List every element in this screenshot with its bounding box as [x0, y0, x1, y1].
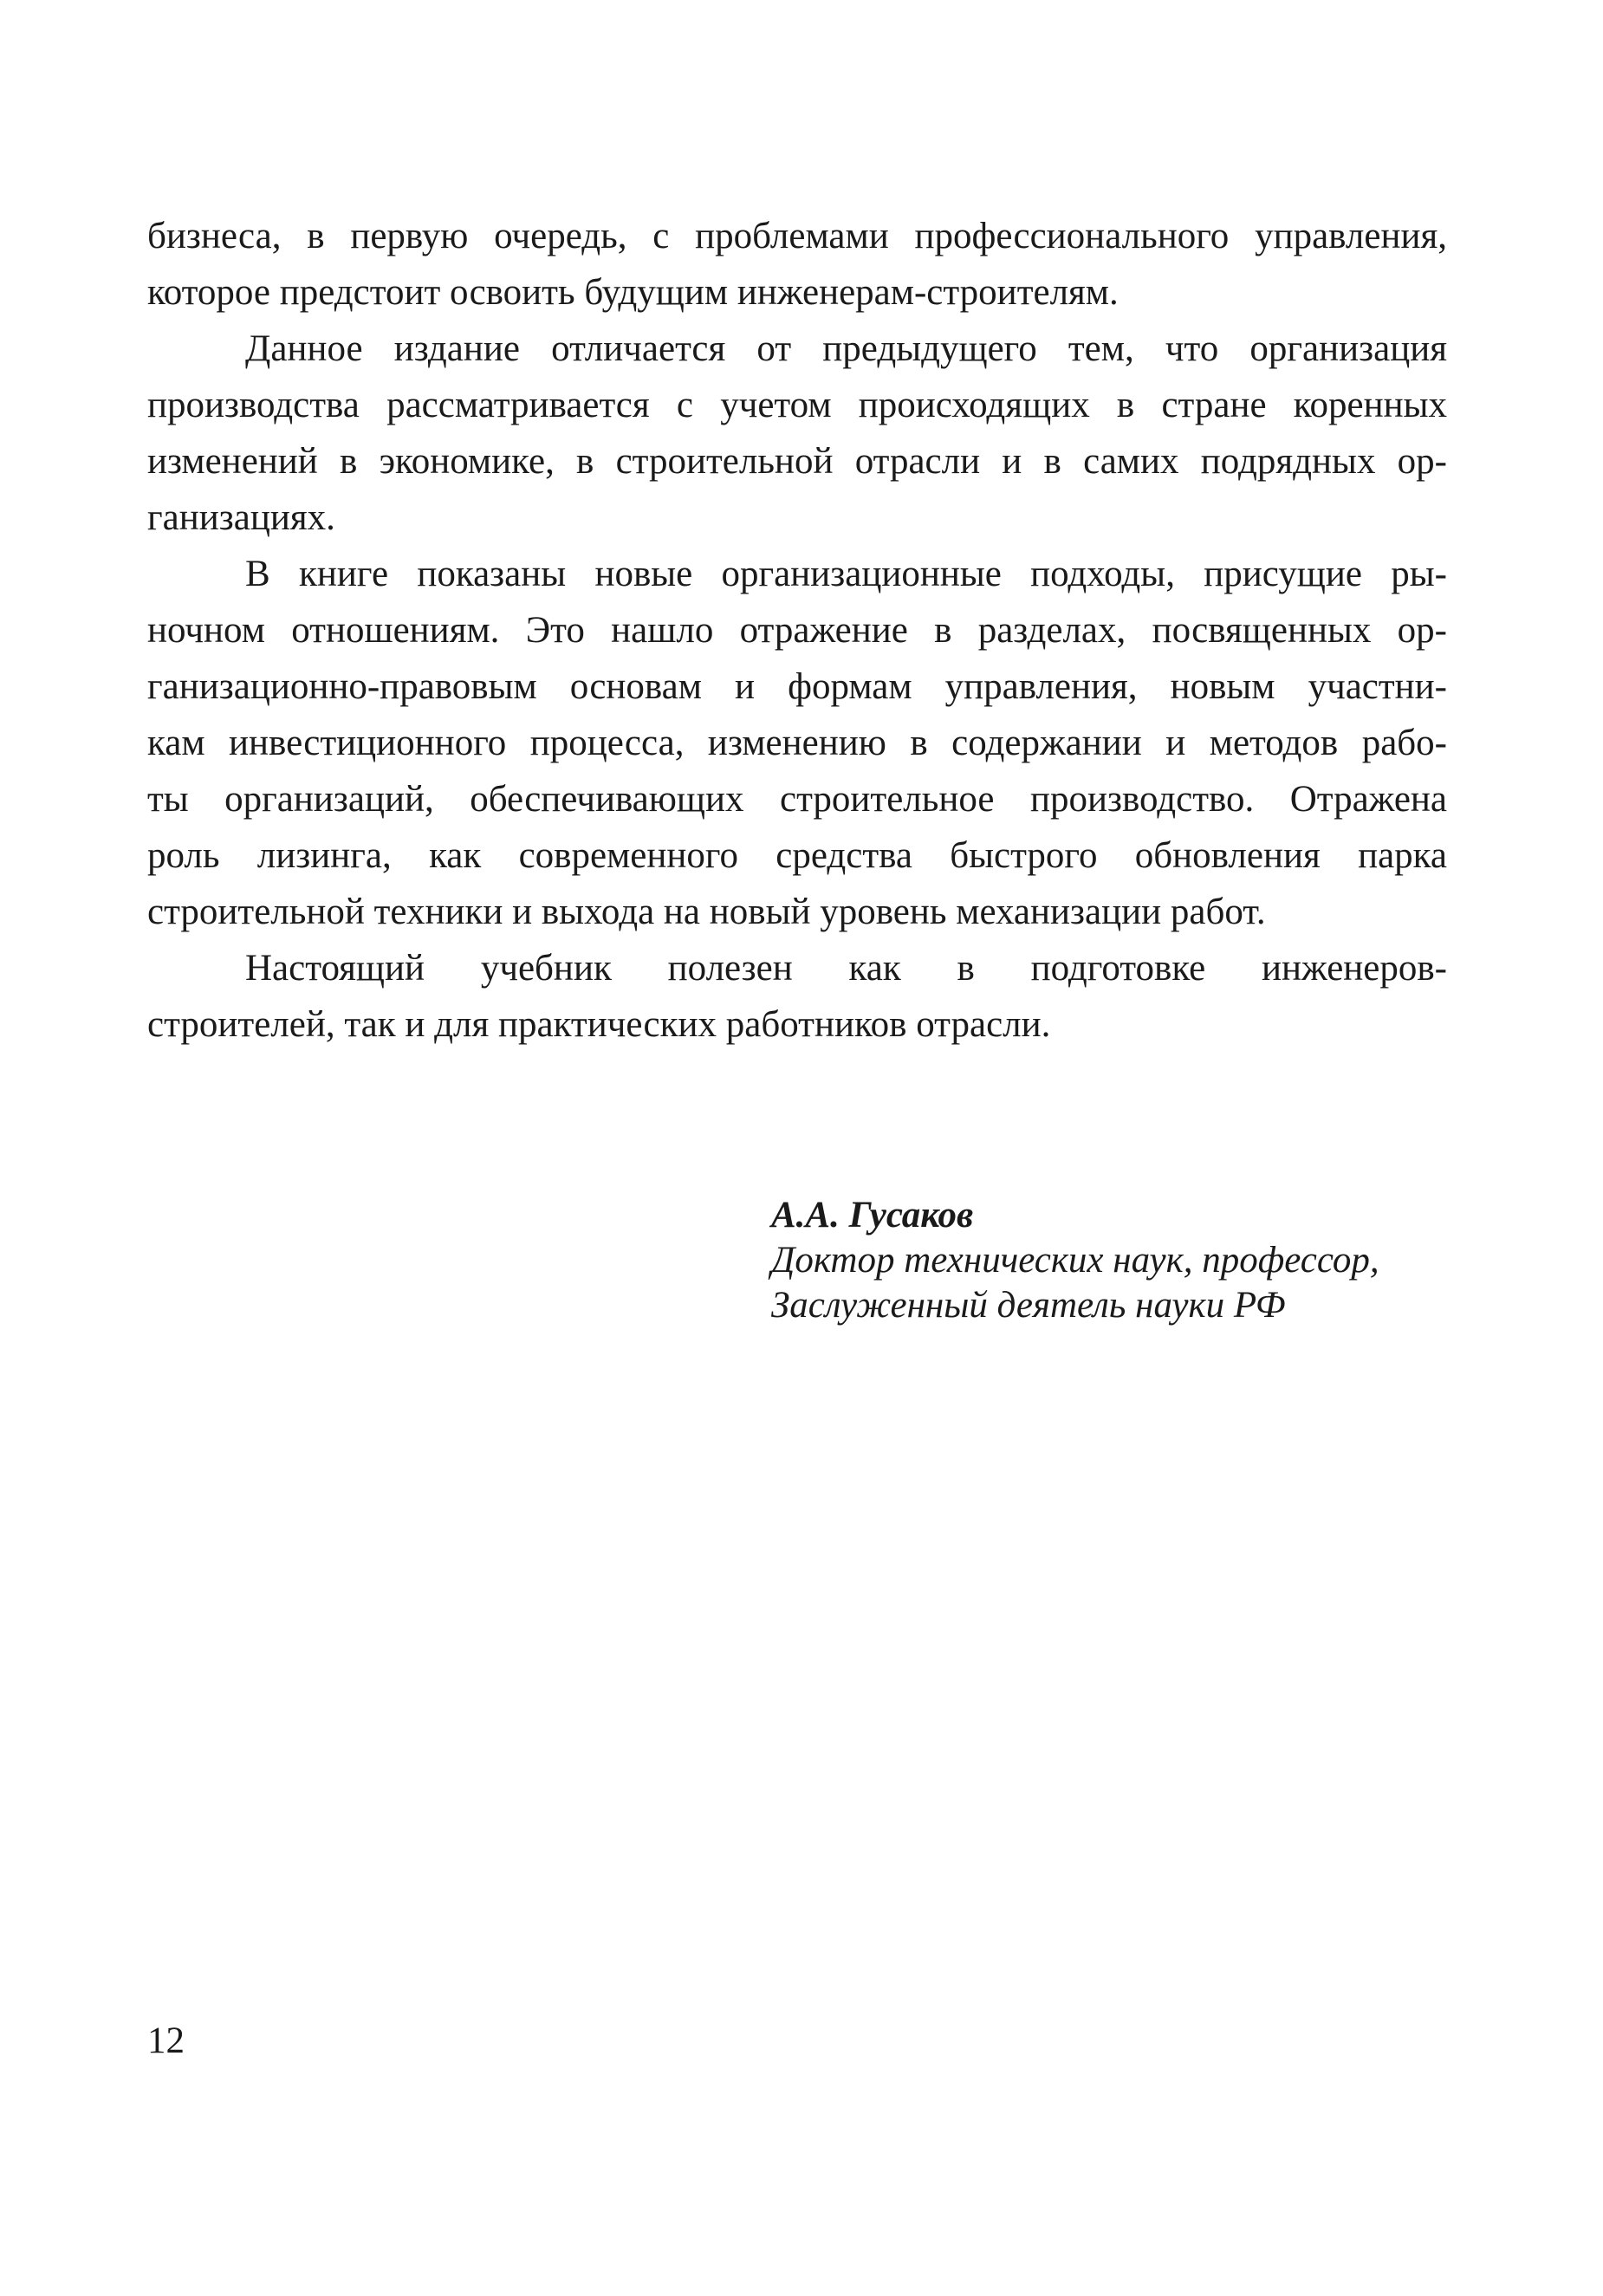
paragraph-1 — [147, 208, 1447, 321]
text-line: ночном отношениям. Это нашло отражение в разделах, посвященных ор- — [147, 610, 1447, 651]
author-name: А.А. Гусаков — [771, 1195, 974, 1236]
paragraph-3 — [147, 546, 1447, 940]
paragraph-2 — [147, 321, 1447, 546]
signature-block — [771, 1193, 1447, 1328]
text-line: ганизационно-правовым основам и формам управления, новым участни- — [147, 666, 1447, 707]
text-line: строительной техники и выхода на новый уровень механизации работ. — [147, 892, 1266, 932]
author-honor: Заслуженный деятель науки РФ — [771, 1285, 1286, 1326]
text-line: бизнеса, в первую очередь, с проблемами профессионального управления, — [147, 216, 1447, 256]
text-line: ганизациях. — [147, 497, 335, 538]
text-line: кам инвестиционного процесса, изменению в содержании и методов рабо- — [147, 723, 1447, 763]
text-line: В книге показаны новые организационные подходы, присущие ры- — [245, 554, 1447, 594]
paragraph-4 — [147, 940, 1447, 1053]
text-line: строителей, так и для практических работников отрасли. — [147, 1004, 1051, 1045]
text-line: изменений в экономике, в строительной отрасли и в самих подрядных ор- — [147, 441, 1447, 482]
text-line: ты организаций, обеспечивающих строительное производство. Отражена — [147, 779, 1447, 820]
body-text — [147, 208, 1447, 1053]
author-title: Доктор технических наук, профессор, — [771, 1240, 1379, 1281]
text-line: Данное издание отличается от предыдущего тем, что организация — [245, 328, 1447, 369]
text-line: Настоящий учебник полезен как в подготовке инженеров- — [245, 948, 1447, 989]
page-number: 12 — [147, 2020, 185, 2061]
text-line: производства рассматривается с учетом происходящих в стране коренных — [147, 385, 1447, 425]
text-line: которое предстоит освоить будущим инженерам-строителям. — [147, 272, 1119, 313]
text-line: роль лизинга, как современного средства быстрого обновления парка — [147, 835, 1447, 876]
